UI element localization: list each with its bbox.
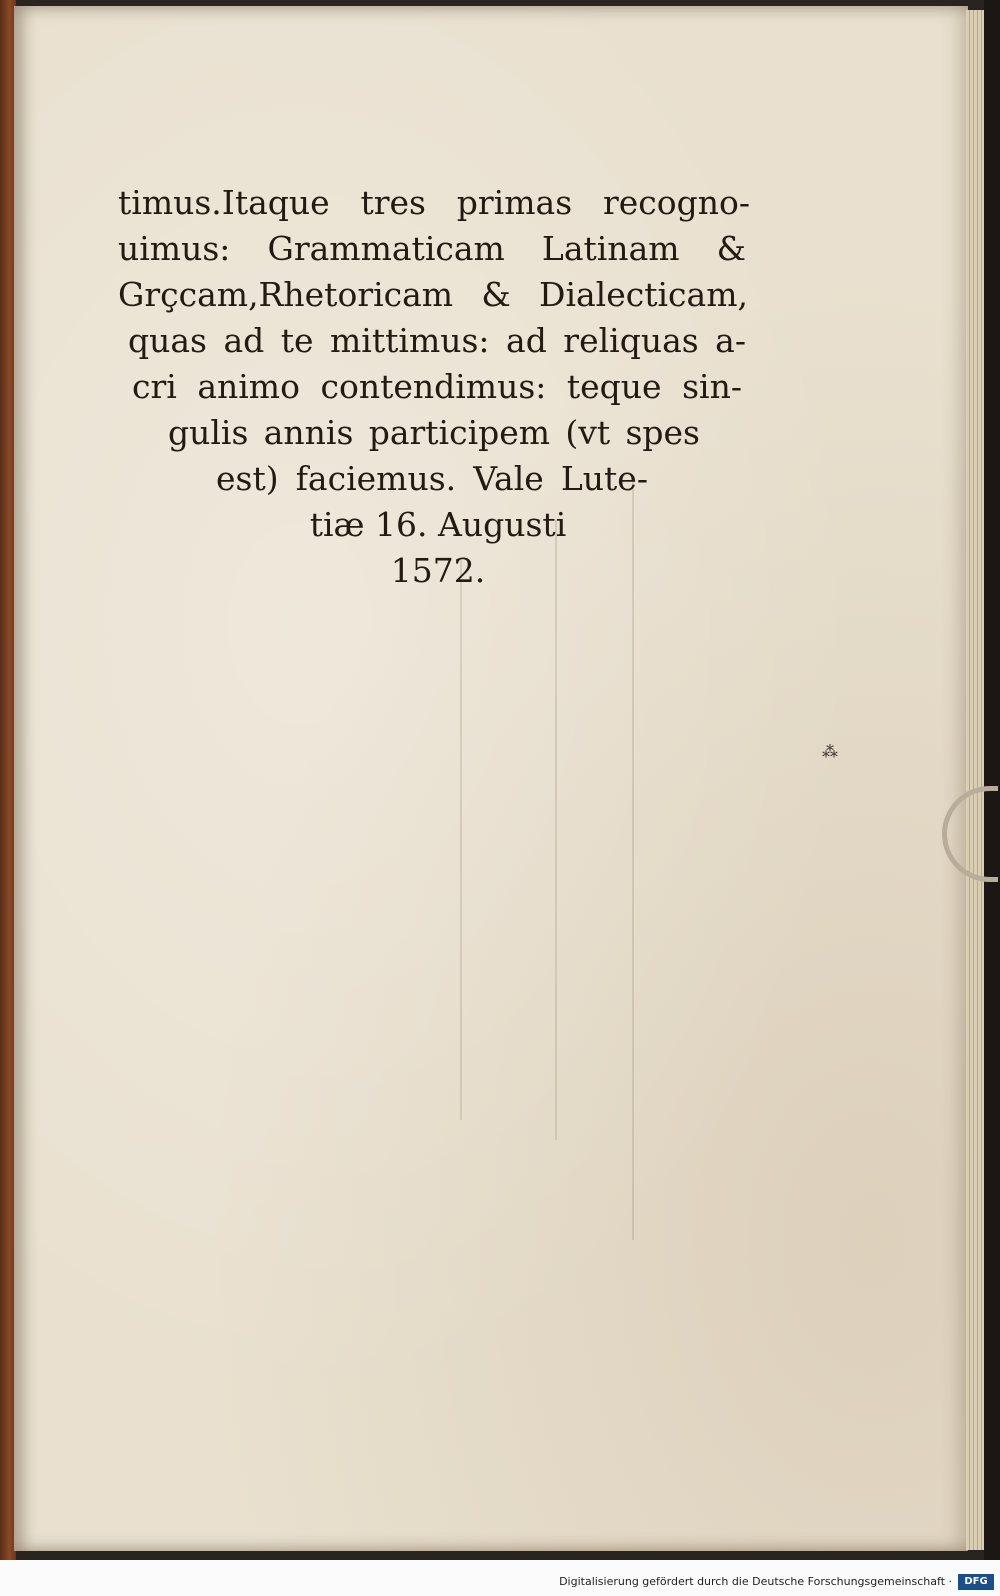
ink-speck: ⁂ bbox=[822, 742, 838, 761]
bleed-through-line bbox=[460, 560, 462, 1120]
page-year: 1572. bbox=[390, 551, 486, 590]
page-text bbox=[118, 180, 758, 594]
text-line: cri animo contendimus: teque sin- bbox=[132, 367, 742, 406]
bleed-through-line bbox=[555, 520, 557, 1140]
bleed-through-line bbox=[632, 480, 634, 1240]
funding-note: Digitalisierung gefördert durch die Deutsche Forschungsgemeinschaft · bbox=[559, 1575, 952, 1588]
footer-bar bbox=[0, 1560, 1000, 1596]
text-line: est) faciemus. Vale Lute- bbox=[216, 459, 648, 498]
text-line: gulis annis participem (vt spes bbox=[168, 413, 700, 452]
text-line: quas ad te mittimus: ad reliquas a- bbox=[128, 321, 746, 360]
text-line: uimus: Grammaticam Latinam & bbox=[118, 229, 746, 268]
background-edge bbox=[984, 0, 1000, 1560]
text-line: tiæ 16. Augusti bbox=[309, 505, 567, 544]
text-line: Grçcam,Rhetoricam & Dialecticam, bbox=[118, 275, 748, 314]
text-line: timus.Itaque tres primas recogno- bbox=[118, 183, 750, 222]
page-stack-edge bbox=[966, 10, 986, 1550]
dfg-logo-icon: DFG bbox=[958, 1574, 994, 1590]
